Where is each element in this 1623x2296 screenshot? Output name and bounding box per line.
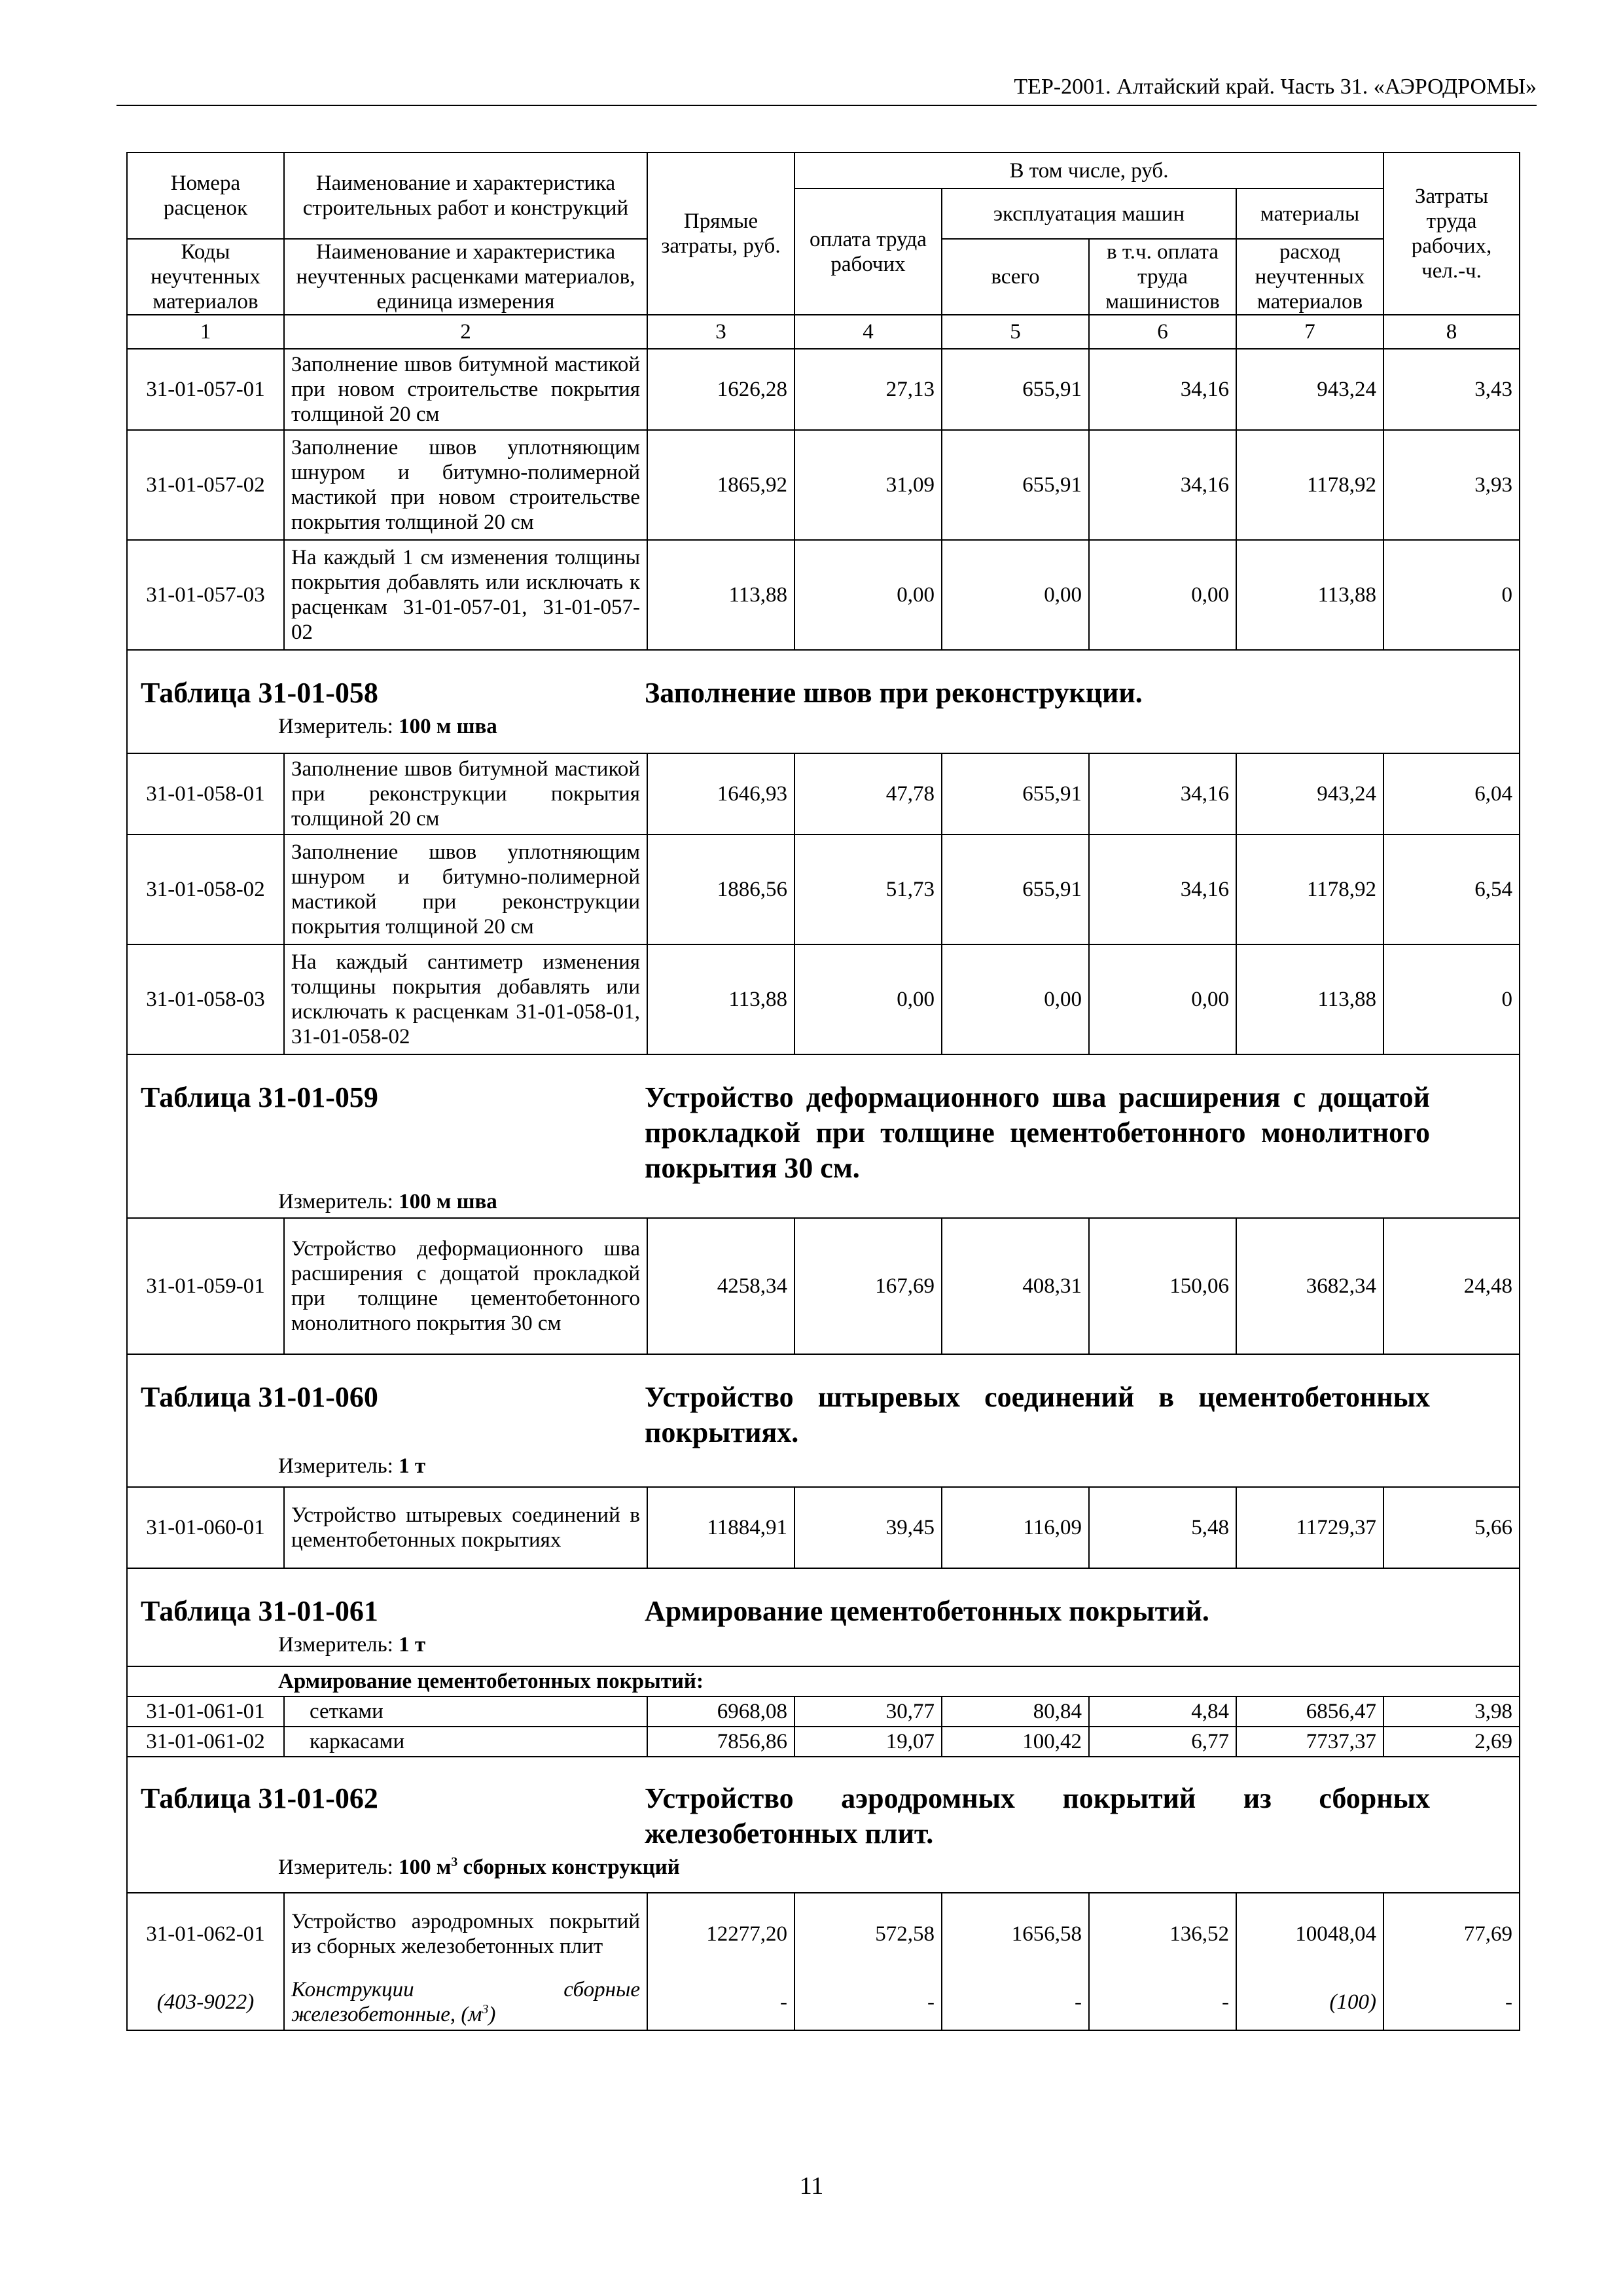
table-row <box>127 430 1520 540</box>
rate-name: Заполнение швов уплотняющим шнуром и битумно-полимерной мастикой при новом строительстве покрытия толщиной 20 см <box>284 430 647 540</box>
section-header <box>127 1568 1520 1666</box>
table-row <box>127 1893 1520 1974</box>
labor-pay: 31,09 <box>794 430 942 540</box>
col-machines: эксплуатация машин <box>942 188 1236 239</box>
table-number: Таблица 31-01-058 <box>141 677 378 709</box>
col-number: 6 <box>1089 315 1236 349</box>
machines-total: 655,91 <box>942 834 1089 944</box>
direct-cost: 7856,86 <box>647 1727 794 1757</box>
section-header <box>127 1054 1520 1218</box>
rate-code: 31-01-058-03 <box>127 944 284 1054</box>
col-machines-labor: в т.ч. оплата труда машинистов <box>1089 239 1236 315</box>
machinists-pay: 34,16 <box>1089 349 1236 430</box>
machines-total: 0,00 <box>942 944 1089 1054</box>
labor-pay: 0,00 <box>794 540 942 650</box>
machinists-pay: 6,77 <box>1089 1727 1236 1757</box>
col-machines-total: всего <box>942 239 1089 315</box>
machines-total: 0,00 <box>942 540 1089 650</box>
labor-hours: 0 <box>1383 540 1520 650</box>
rate-code: 31-01-057-01 <box>127 349 284 430</box>
rate-name: сетками <box>284 1696 647 1727</box>
rate-code: 31-01-061-01 <box>127 1696 284 1727</box>
direct-cost: 4258,34 <box>647 1218 794 1354</box>
table-number: Таблица 31-01-059 <box>141 1081 378 1113</box>
machinists-pay: - <box>1089 1974 1236 2030</box>
col-number: 8 <box>1383 315 1520 349</box>
labor-pay: 572,58 <box>794 1893 942 1974</box>
rate-name: На каждый 1 см изменения толщины покрытия добавлять или исключать к расценкам 31-01-057-01, 31-01-057-02 <box>284 540 647 650</box>
table-title: Устройство деформационного шва расширения с дощатой прокладкой при толщине цементобетонного монолитного покрытия 30 см. <box>645 1081 1430 1184</box>
table-row <box>127 1696 1520 1727</box>
labor-pay: - <box>794 1974 942 2030</box>
col-name-bottom: Наименование и характеристика неучтенных расценками материалов, единица измерения <box>284 239 647 315</box>
materials-cost: 3682,34 <box>1236 1218 1383 1354</box>
rate-name: Устройство деформационного шва расширения с дощатой прокладкой при толщине цементобетонного монолитного покрытия 30 см <box>284 1218 647 1354</box>
labor-pay: 0,00 <box>794 944 942 1054</box>
labor-pay: 19,07 <box>794 1727 942 1757</box>
table-number: Таблица 31-01-062 <box>141 1782 378 1814</box>
col-materials: материалы <box>1236 188 1383 239</box>
rates-table <box>126 152 1520 2031</box>
rate-name: Устройство аэродромных покрытий из сборных железобетонных плит <box>284 1893 647 1974</box>
material-row <box>127 1974 1520 2030</box>
rate-code: 31-01-059-01 <box>127 1218 284 1354</box>
machines-total: 655,91 <box>942 430 1089 540</box>
machinists-pay: 34,16 <box>1089 834 1236 944</box>
group-header-row <box>127 1666 1520 1696</box>
rate-code: 31-01-061-02 <box>127 1727 284 1757</box>
col-number: 7 <box>1236 315 1383 349</box>
machinists-pay: 34,16 <box>1089 430 1236 540</box>
machinists-pay: 5,48 <box>1089 1487 1236 1568</box>
labor-hours: 3,98 <box>1383 1696 1520 1727</box>
rate-name: Заполнение швов битумной мастикой при реконструкции покрытия толщиной 20 см <box>284 753 647 834</box>
direct-cost: 6968,08 <box>647 1696 794 1727</box>
materials-cost: 943,24 <box>1236 349 1383 430</box>
table-number: Таблица 31-01-061 <box>141 1595 378 1627</box>
materials-cost: 10048,04 <box>1236 1893 1383 1974</box>
materials-cost: 1178,92 <box>1236 834 1383 944</box>
machines-total: 1656,58 <box>942 1893 1089 1974</box>
labor-hours: 5,66 <box>1383 1487 1520 1568</box>
rate-name: каркасами <box>284 1727 647 1757</box>
direct-cost: 113,88 <box>647 944 794 1054</box>
materials-cost: (100) <box>1236 1974 1383 2030</box>
labor-pay: 167,69 <box>794 1218 942 1354</box>
machinists-pay: 136,52 <box>1089 1893 1236 1974</box>
materials-cost: 6856,47 <box>1236 1696 1383 1727</box>
table-row <box>127 349 1520 430</box>
labor-hours: - <box>1383 1974 1520 2030</box>
section-header <box>127 1354 1520 1487</box>
labor-pay: 30,77 <box>794 1696 942 1727</box>
machinists-pay: 0,00 <box>1089 540 1236 650</box>
col-number: 4 <box>794 315 942 349</box>
col-codes-bottom: Коды неучтенных материалов <box>127 239 284 315</box>
machines-total: 80,84 <box>942 1696 1089 1727</box>
labor-hours: 6,54 <box>1383 834 1520 944</box>
labor-hours: 6,04 <box>1383 753 1520 834</box>
machines-total: 100,42 <box>942 1727 1089 1757</box>
direct-cost: 12277,20 <box>647 1893 794 1974</box>
labor-pay: 51,73 <box>794 834 942 944</box>
measure-unit: Измеритель: 100 м шва <box>278 1190 497 1213</box>
direct-cost: - <box>647 1974 794 2030</box>
rate-code: 31-01-060-01 <box>127 1487 284 1568</box>
rate-name: Устройство штыревых соединений в цементобетонных покрытиях <box>284 1487 647 1568</box>
table-row <box>127 540 1520 650</box>
col-incl: В том числе, руб. <box>794 152 1383 188</box>
measure-unit: Измеритель: 1 т <box>278 1454 426 1478</box>
table-row <box>127 834 1520 944</box>
machines-total: 408,31 <box>942 1218 1089 1354</box>
page-header <box>116 65 1537 106</box>
labor-hours: 2,69 <box>1383 1727 1520 1757</box>
labor-pay: 27,13 <box>794 349 942 430</box>
table-row <box>127 944 1520 1054</box>
direct-cost: 1886,56 <box>647 834 794 944</box>
col-name-top: Наименование и характеристика строительных работ и конструкций <box>284 152 647 239</box>
labor-hours: 77,69 <box>1383 1893 1520 1974</box>
materials-cost: 11729,37 <box>1236 1487 1383 1568</box>
material-code: (403-9022) <box>127 1974 284 2030</box>
machines-total: 116,09 <box>942 1487 1089 1568</box>
material-name: Конструкции сборные железобетонные, $(м^3)$ <box>284 1974 647 2030</box>
col-number: 3 <box>647 315 794 349</box>
measure-unit: Измеритель: 100 $м^3$ сборных конструкций <box>278 1855 680 1879</box>
rate-name: На каждый сантиметр изменения толщины покрытия добавлять или исключать к расценкам 31-01-058-01, 31-01-058-02 <box>284 944 647 1054</box>
machines-total: 655,91 <box>942 349 1089 430</box>
measure-unit: Измеритель: 1 т <box>278 1633 426 1657</box>
rate-code: 31-01-058-02 <box>127 834 284 944</box>
measure-unit: Измеритель: 100 м шва <box>278 715 497 738</box>
table-title: Устройство аэродромных покрытий из сборных железобетонных плит. <box>645 1782 1430 1850</box>
section-header <box>127 1757 1520 1893</box>
rate-name: Заполнение швов битумной мастикой при новом строительстве покрытия толщиной 20 см <box>284 349 647 430</box>
document-title: ТЕР-2001. Алтайский край. Часть 31. «АЭРОДРОМЫ» <box>1014 75 1537 99</box>
table-title: Устройство штыревых соединений в цементобетонных покрытиях. <box>645 1381 1430 1448</box>
table-row <box>127 1218 1520 1354</box>
direct-cost: 1626,28 <box>647 349 794 430</box>
rate-code: 31-01-057-02 <box>127 430 284 540</box>
column-numbers-row <box>127 315 1520 349</box>
direct-cost: 1865,92 <box>647 430 794 540</box>
col-codes-top: Номера расценок <box>127 152 284 239</box>
machinists-pay: 34,16 <box>1089 753 1236 834</box>
machines-total: 655,91 <box>942 753 1089 834</box>
labor-hours: 3,93 <box>1383 430 1520 540</box>
col-number: 2 <box>284 315 647 349</box>
materials-cost: 7737,37 <box>1236 1727 1383 1757</box>
materials-cost: 113,88 <box>1236 944 1383 1054</box>
materials-cost: 1178,92 <box>1236 430 1383 540</box>
col-labor-cost: Затраты труда рабочих, чел.-ч. <box>1383 152 1520 315</box>
table-row <box>127 1487 1520 1568</box>
col-materials-unaccounted: расход неучтенных материалов <box>1236 239 1383 315</box>
col-number: 5 <box>942 315 1089 349</box>
rate-code: 31-01-057-03 <box>127 540 284 650</box>
direct-cost: 113,88 <box>647 540 794 650</box>
rate-code: 31-01-058-01 <box>127 753 284 834</box>
machines-total: - <box>942 1974 1089 2030</box>
rate-name: Заполнение швов уплотняющим шнуром и битумно-полимерной мастикой при реконструкции покрытия толщиной 20 см <box>284 834 647 944</box>
machinists-pay: 4,84 <box>1089 1696 1236 1727</box>
page-number: 11 <box>799 2172 824 2200</box>
table-row <box>127 753 1520 834</box>
direct-cost: 11884,91 <box>647 1487 794 1568</box>
labor-hours: 0 <box>1383 944 1520 1054</box>
col-direct: Прямые затраты, руб. <box>647 152 794 315</box>
col-labor: оплата труда рабочих <box>794 188 942 315</box>
rate-code: 31-01-062-01 <box>127 1893 284 1974</box>
header-row-1 <box>127 152 1520 188</box>
materials-cost: 113,88 <box>1236 540 1383 650</box>
labor-pay: 47,78 <box>794 753 942 834</box>
table-number: Таблица 31-01-060 <box>141 1381 378 1413</box>
labor-hours: 24,48 <box>1383 1218 1520 1354</box>
table-title: Заполнение швов при реконструкции. <box>645 677 1143 709</box>
table-row <box>127 1727 1520 1757</box>
machinists-pay: 150,06 <box>1089 1218 1236 1354</box>
section-header <box>127 650 1520 753</box>
machinists-pay: 0,00 <box>1089 944 1236 1054</box>
labor-pay: 39,45 <box>794 1487 942 1568</box>
col-number: 1 <box>127 315 284 349</box>
group-title: Армирование цементобетонных покрытий: <box>127 1666 1520 1696</box>
table-title: Армирование цементобетонных покрытий. <box>645 1595 1209 1627</box>
direct-cost: 1646,93 <box>647 753 794 834</box>
labor-hours: 3,43 <box>1383 349 1520 430</box>
materials-cost: 943,24 <box>1236 753 1383 834</box>
